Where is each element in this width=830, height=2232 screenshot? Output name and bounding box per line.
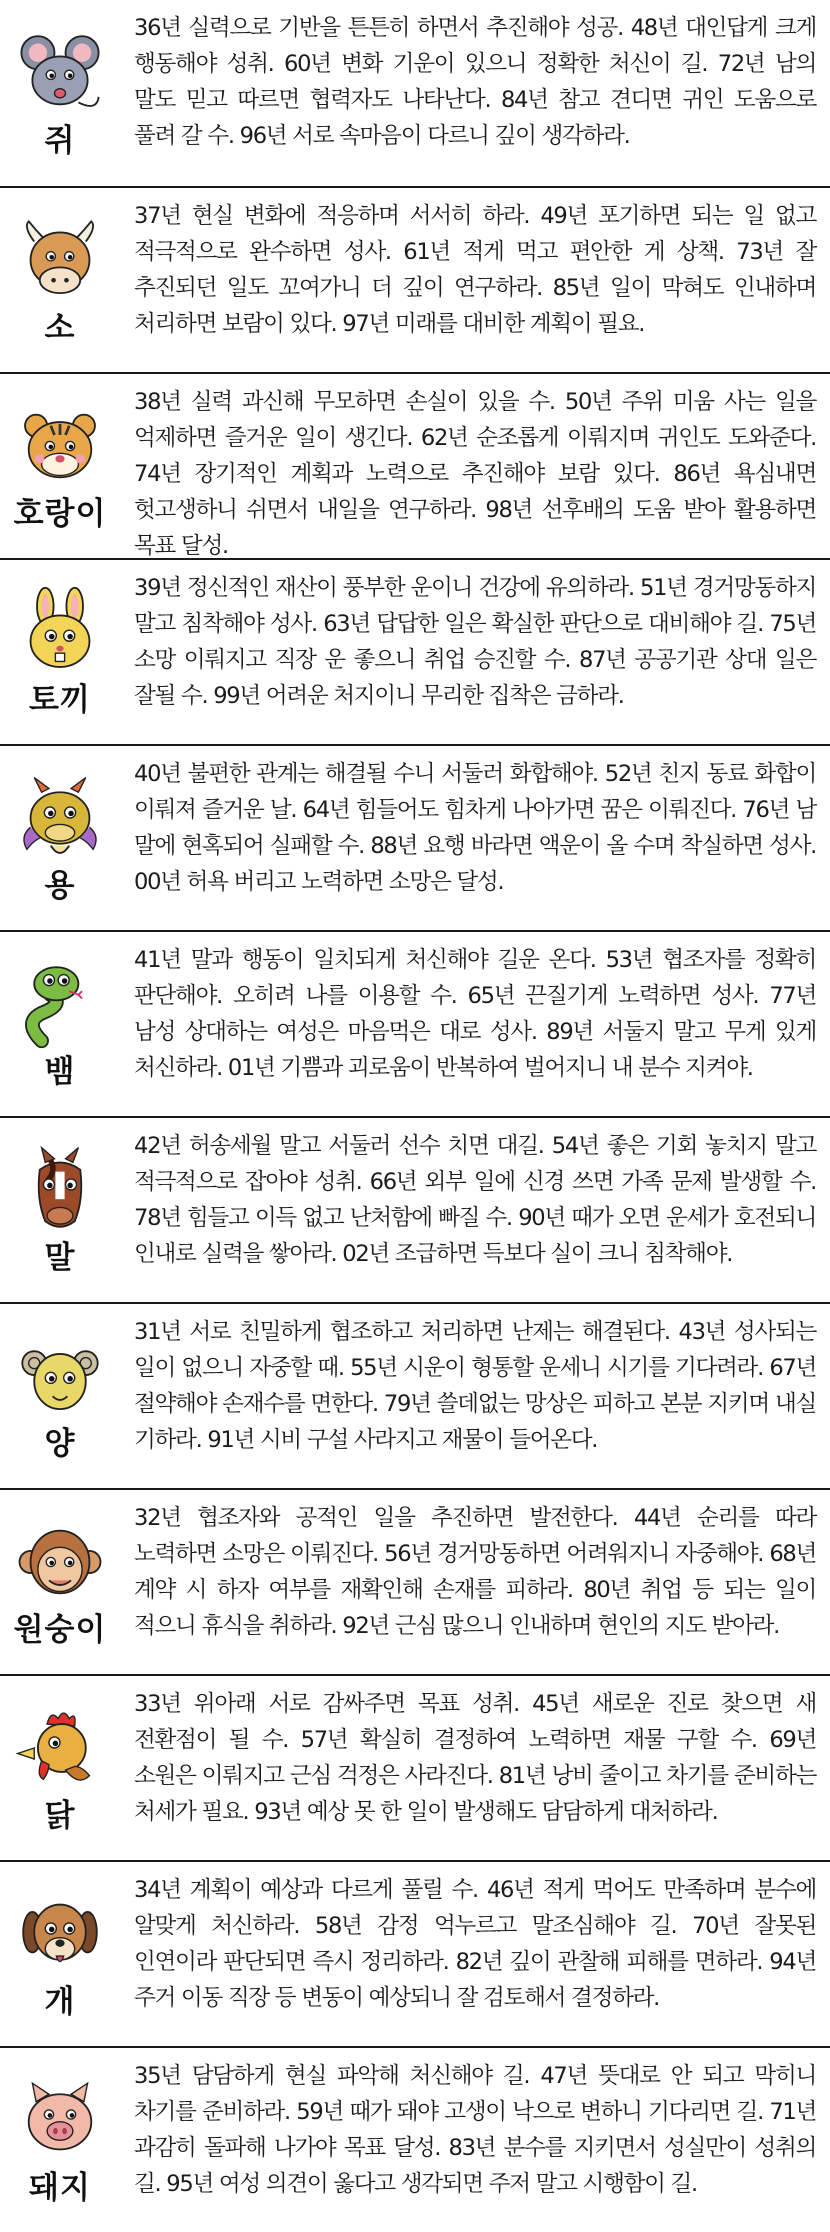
zodiac-label bbox=[0, 1304, 120, 1488]
rat-icon bbox=[14, 27, 106, 119]
animal-name: 호랑이 bbox=[13, 496, 107, 532]
animal-name: 개 bbox=[44, 1984, 76, 2020]
ox-icon bbox=[14, 214, 106, 306]
zodiac-row-dragon bbox=[0, 744, 830, 930]
zodiac-label bbox=[0, 0, 120, 186]
animal-name: 토끼 bbox=[29, 682, 91, 718]
rabbit-icon bbox=[14, 586, 106, 678]
animal-name: 용 bbox=[44, 868, 76, 904]
sheep-icon bbox=[14, 1330, 106, 1422]
dog-icon bbox=[14, 1888, 106, 1980]
zodiac-label bbox=[0, 1862, 120, 2046]
animal-name: 뱀 bbox=[44, 1054, 76, 1090]
zodiac-row-ox bbox=[0, 186, 830, 372]
fortune-text: 31년 서로 친밀하게 협조하고 처리하면 난제는 해결된다. 43년 성사되는 일이 없으니 자중할 때. 55년 시운이 형통할 운세니 시기를 기다려라. 67년 절약해야 손재수를 면한다. 79년 쓸데없는 망상은 피하고 본분 지키며 내실 기하라. 91년 시비 구설 사라지고 재물이 들어온다. bbox=[134, 1319, 816, 1453]
zodiac-label bbox=[0, 2048, 120, 2232]
zodiac-row-sheep bbox=[0, 1302, 830, 1488]
animal-name: 쥐 bbox=[44, 123, 76, 159]
zodiac-row-dog bbox=[0, 1860, 830, 2046]
zodiac-label bbox=[0, 1118, 120, 1302]
animal-name: 양 bbox=[44, 1426, 76, 1462]
fortune-text: 32년 협조자와 공적인 일을 추진하면 발전한다. 44년 순리를 따라 노력하면 소망은 이뤄진다. 56년 경거망동하면 어려워지니 자중해야. 68년 계약 시 하자 여부를 재확인해 손재를 피하라. 80년 취업 등 되는 일이 적으니 휴식을 취하라. 92년 근심 많으니 인내하며 현인의 지도 받아라. bbox=[134, 1505, 816, 1639]
fortune-text: 37년 현실 변화에 적응하며 서서히 하라. 49년 포기하면 되는 일 없고 적극적으로 완수하면 성사. 61년 적게 먹고 편안한 게 상책. 73년 잘 추진되던 일도 꼬여가니 더 깊이 연구하라. 85년 일이 막혀도 인내하며 처리하면 보람이 있다. 97년 미래를 대비한 계획이 필요. bbox=[134, 203, 816, 337]
zodiac-label bbox=[0, 746, 120, 930]
rooster-icon bbox=[14, 1702, 106, 1794]
zodiac-row-rabbit bbox=[0, 558, 830, 744]
horse-icon bbox=[14, 1144, 106, 1236]
zodiac-label bbox=[0, 932, 120, 1116]
animal-name: 말 bbox=[44, 1240, 76, 1276]
fortune-text: 42년 허송세월 말고 서둘러 선수 치면 대길. 54년 좋은 기회 놓치지 말고 적극적으로 잡아야 성취. 66년 외부 일에 신경 쓰면 가족 문제 발생할 수. 78년 힘들고 이득 없고 난처함에 빠질 수. 90년 때가 오면 운세가 호전되니 인내로 실력을 쌓아라. 02년 조급하면 득보다 실이 크니 침착해야. bbox=[134, 1133, 816, 1267]
dragon-icon bbox=[14, 772, 106, 864]
zodiac-label bbox=[0, 560, 120, 744]
zodiac-row-pig bbox=[0, 2046, 830, 2232]
zodiac-row-snake bbox=[0, 930, 830, 1116]
zodiac-label bbox=[0, 188, 120, 372]
zodiac-row-rooster bbox=[0, 1674, 830, 1860]
monkey-icon bbox=[14, 1516, 106, 1608]
zodiac-label bbox=[0, 374, 120, 558]
tiger-icon bbox=[14, 400, 106, 492]
animal-name: 원숭이 bbox=[13, 1612, 107, 1648]
zodiac-row-tiger bbox=[0, 372, 830, 558]
pig-icon bbox=[14, 2074, 106, 2166]
animal-name: 닭 bbox=[44, 1798, 76, 1834]
fortune-text: 41년 말과 행동이 일치되게 처신해야 길운 온다. 53년 협조자를 정확히 판단해야. 오히려 나를 이용할 수. 65년 끈질기게 노력하면 성사. 77년 남성 상대하는 여성은 마음먹은 대로 성사. 89년 서둘지 말고 무게 있게 처신하라. 01년 기쁨과 괴로움이 반복하여 벌어지니 내 분수 지켜야. bbox=[134, 947, 816, 1081]
zodiac-label bbox=[0, 1676, 120, 1860]
fortune-text: 38년 실력 과신해 무모하면 손실이 있을 수. 50년 주위 미움 사는 일을 억제하면 즐거운 일이 생긴다. 62년 순조롭게 이뤄지며 귀인도 도와준다. 74년 장기적인 계획과 노력으로 추진해야 보람 있다. 86년 욕심내면 헛고생하니 쉬면서 내일을 연구하라. 98년 선후배의 도움 받아 활용하면 목표 달성. bbox=[134, 389, 816, 558]
fortune-text: 35년 담담하게 현실 파악해 처신해야 길. 47년 뜻대로 안 되고 막히니 차기를 준비하라. 59년 때가 돼야 고생이 낙으로 변하니 기다리면 길. 71년 과감히 돌파해 나가야 목표 달성. 83년 분수를 지키면서 성실만이 성취의 길. 95년 여성 의견이 옳다고 생각되면 주저 말고 시행함이 길. bbox=[134, 2063, 816, 2197]
fortune-text: 33년 위아래 서로 감싸주면 목표 성취. 45년 새로운 진로 찾으면 새 전환점이 될 수. 57년 확실히 결정하여 노력하면 재물 구할 수. 69년 소원은 이뤄지고 근심 걱정은 사라진다. 81년 낭비 줄이고 차기를 준비하는 처세가 필요. 93년 예상 못 한 일이 발생해도 담담하게 대처하라. bbox=[134, 1691, 816, 1825]
fortune-text: 36년 실력으로 기반을 튼튼히 하면서 추진해야 성공. 48년 대인답게 크게 행동해야 성취. 60년 변화 기운이 있으니 정확한 처신이 길. 72년 남의 말도 믿고 따르면 협력자도 나타난다. 84년 참고 견디면 귀인 도움으로 풀려 갈 수. 96년 서로 속마음이 다르니 깊이 생각하라. bbox=[134, 15, 816, 149]
animal-name: 소 bbox=[44, 310, 76, 346]
zodiac-row-rat bbox=[0, 0, 830, 186]
fortune-text: 40년 불편한 관계는 해결될 수니 서둘러 화합해야. 52년 친지 동료 화합이 이뤄져 즐거운 날. 64년 힘들어도 힘차게 나아가면 꿈은 이뤄진다. 76년 남 말에 현혹되어 실패할 수. 88년 요행 바라면 액운이 올 수며 착실하면 성사. 00년 허욕 버리고 노력하면 소망은 달성. bbox=[134, 761, 816, 895]
zodiac-label bbox=[0, 1490, 120, 1674]
fortune-text: 39년 정신적인 재산이 풍부한 운이니 건강에 유의하라. 51년 경거망동하지 말고 침착해야 성사. 63년 답답한 일은 확실한 판단으로 대비해야 길. 75년 소망 이뤄지고 직장 운 좋으니 취업 승진할 수. 87년 공공기관 상대 일은 잘될 수. 99년 어려운 처지이니 무리한 집착은 금하라. bbox=[134, 575, 816, 709]
fortune-text: 34년 계획이 예상과 다르게 풀릴 수. 46년 적게 먹어도 만족하며 분수에 알맞게 처신하라. 58년 감정 억누르고 말조심해야 길. 70년 잘못된 인연이라 판단되면 즉시 정리하라. 82년 깊이 관찰해 피해를 면하라. 94년 주거 이동 직장 등 변동이 예상되니 잘 검토해서 결정하라. bbox=[134, 1877, 816, 2011]
animal-name: 돼지 bbox=[29, 2170, 91, 2206]
snake-icon bbox=[14, 958, 106, 1050]
zodiac-row-horse bbox=[0, 1116, 830, 1302]
zodiac-row-monkey bbox=[0, 1488, 830, 1674]
